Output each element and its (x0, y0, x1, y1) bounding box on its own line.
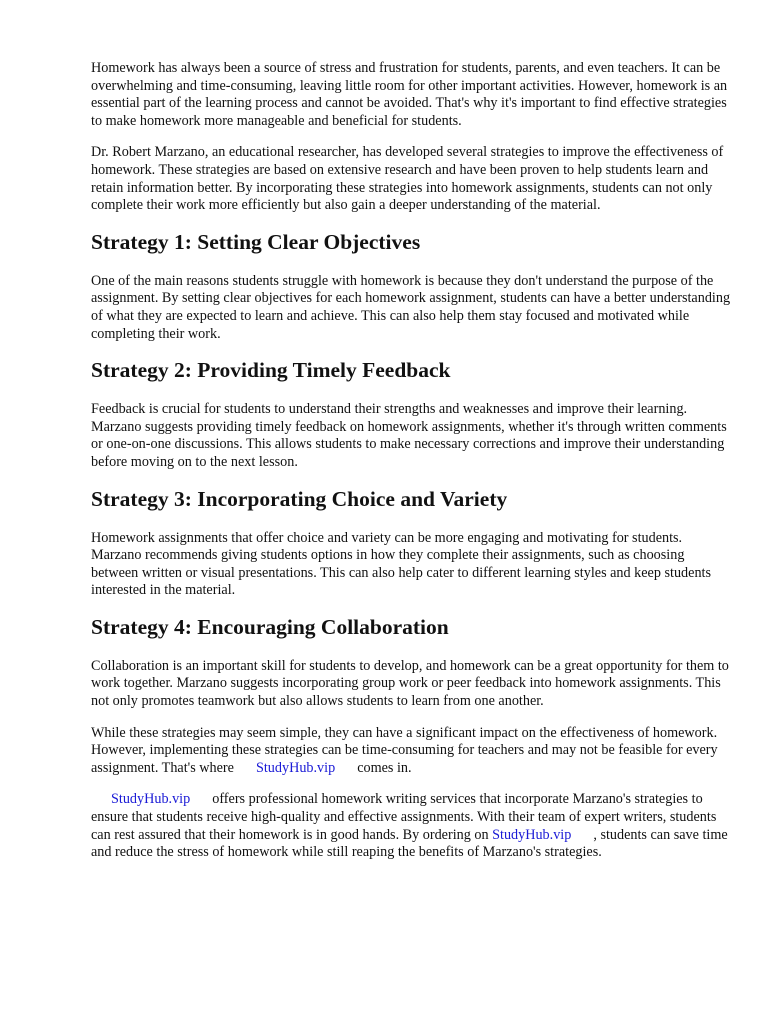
closing-text: While these strategies may seem simple, they can have a significant impact on the effectiveness of homework. However, implementing these strategies can be time-consuming for teachers and may not be feasible for every assignment. That's where (91, 724, 718, 776)
closing-text: comes in. (357, 759, 412, 776)
strategy-heading: Strategy 2: Providing Timely Feedback (91, 358, 451, 383)
strategy-body: One of the main reasons students struggle with homework is because they don't understand the purpose of the assignment. By setting clear objectives for each homework assignment, students can have a better understanding of what they are expected to learn and achieve. This can also help them stay focused and motivated while completing their work. (91, 272, 731, 342)
closing-text: , students can save time and reduce the stress of homework while still reaping the benefits of Marzano's strategies. (91, 826, 728, 861)
document-page (91, 60, 731, 876)
strategy-body: Homework assignments that offer choice and variety can be more engaging and motivating for students. Marzano recommends giving students options in how they complete their assignments, such as choosing between written or visual presentations. This can also help cater to different learning styles and keep students interested in the material. (91, 529, 711, 599)
strategy-body: Feedback is crucial for students to understand their strengths and weaknesses and improve their learning. Marzano suggests providing timely feedback on homework assignments, whether it's through written comments or one-on-one discussions. This allows students to make necessary corrections and improve their understanding before moving on to the next lesson. (91, 401, 727, 470)
closing-paragraph (91, 791, 731, 861)
strategy-heading: Strategy 1: Setting Clear Objectives (91, 229, 421, 254)
intro-paragraph: Dr. Robert Marzano, an educational researcher, has developed several strategies to improve the effectiveness of homework. These strategies are based on extensive research and have been proven to help students learn and retain information better. By incorporating these strategies into homework assignments, students can not only complete their work more efficiently but also gain a deeper understanding of the material. (91, 144, 724, 214)
studyhub-link[interactable]: StudyHub.vip (111, 791, 191, 808)
studyhub-link[interactable]: StudyHub.vip (255, 759, 336, 776)
studyhub-link[interactable]: StudyHub.vip (492, 826, 572, 843)
intro-paragraph: Homework has always been a source of stress and frustration for students, parents, and even teachers. It can be overwhelming and time-consuming, leaving little room for other important activities. However, homework is an essential part of the learning process and cannot be avoided. That's why it's important to find effective strategies to make homework more manageable and beneficial for students. (91, 60, 728, 129)
closing-paragraph (91, 725, 731, 778)
strategy-body: Collaboration is an important skill for students to develop, and homework can be a great opportunity for them to work together. Marzano suggests incorporating group work or peer feedback into homework assignments. This not only promotes teamwork but also allows students to learn from one another. (91, 657, 729, 710)
strategy-heading: Strategy 4: Encouraging Collaboration (91, 614, 449, 639)
strategy-heading: Strategy 3: Incorporating Choice and Variety (91, 486, 508, 511)
closing-text: offers professional homework writing services that incorporate Marzano's strategies to ensure that students receive high-quality and effective assignments. With their team of expert writers, students can rest assured that their homework is in good hands. By ordering on (91, 791, 717, 843)
